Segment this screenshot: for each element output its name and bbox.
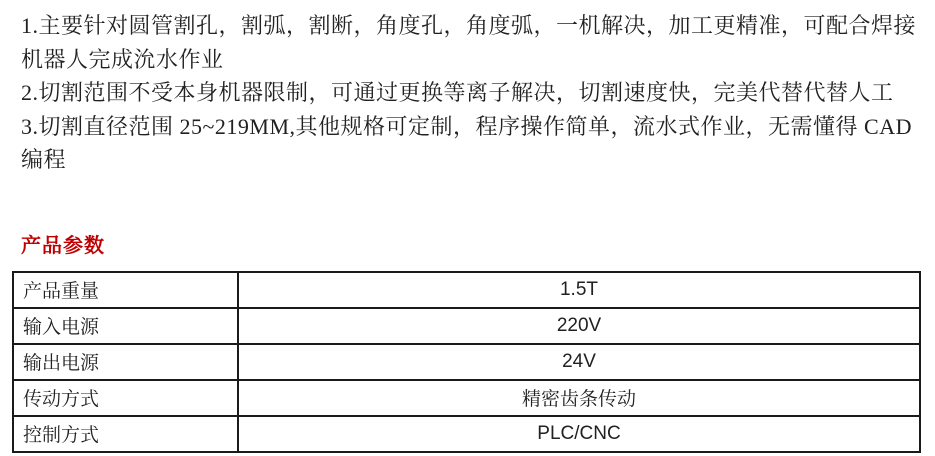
description-line-5: 编程 — [21, 147, 67, 172]
description-line-4: 3.切割直径范围 25~219MM,其他规格可定制，程序操作简单，流水式作业，无需懂得 CAD — [21, 113, 912, 139]
param-label-output-power: 输出电源 — [13, 344, 238, 380]
description-line-2: 机器人完成沇水作业 — [21, 46, 224, 72]
param-value-transmission: 精密齿条传动 — [238, 380, 920, 416]
section-title-product-params: 产品参数 — [21, 234, 105, 257]
description-line-1: 1.主要针对圆管割孔，割弧，割断，角度孔，角度弧，一机解决，加工更精准，可配合焊接 — [21, 13, 917, 38]
param-row-input-power — [13, 308, 920, 344]
param-label-input-power: 输入电源 — [13, 308, 238, 344]
param-row-transmission — [13, 380, 920, 416]
param-label-control: 控制方式 — [13, 416, 238, 452]
param-value-input-power: 220V — [238, 308, 920, 344]
product-description — [0, 0, 935, 177]
param-value-weight: 1.5T — [238, 272, 920, 308]
param-value-output-power: 24V — [238, 344, 920, 380]
description-line-3: 2.切割范围不受本身机器限制，可通过更换等离子解决，切割速度快，完美代替代替人工 — [21, 80, 894, 105]
param-value-control: PLC/CNC — [238, 416, 920, 452]
param-row-weight — [13, 272, 920, 308]
param-label-transmission: 传动方式 — [13, 380, 238, 416]
param-row-output-power — [13, 344, 920, 380]
param-row-control — [13, 416, 920, 452]
product-params-table — [12, 271, 921, 453]
param-label-weight: 产品重量 — [13, 272, 238, 308]
